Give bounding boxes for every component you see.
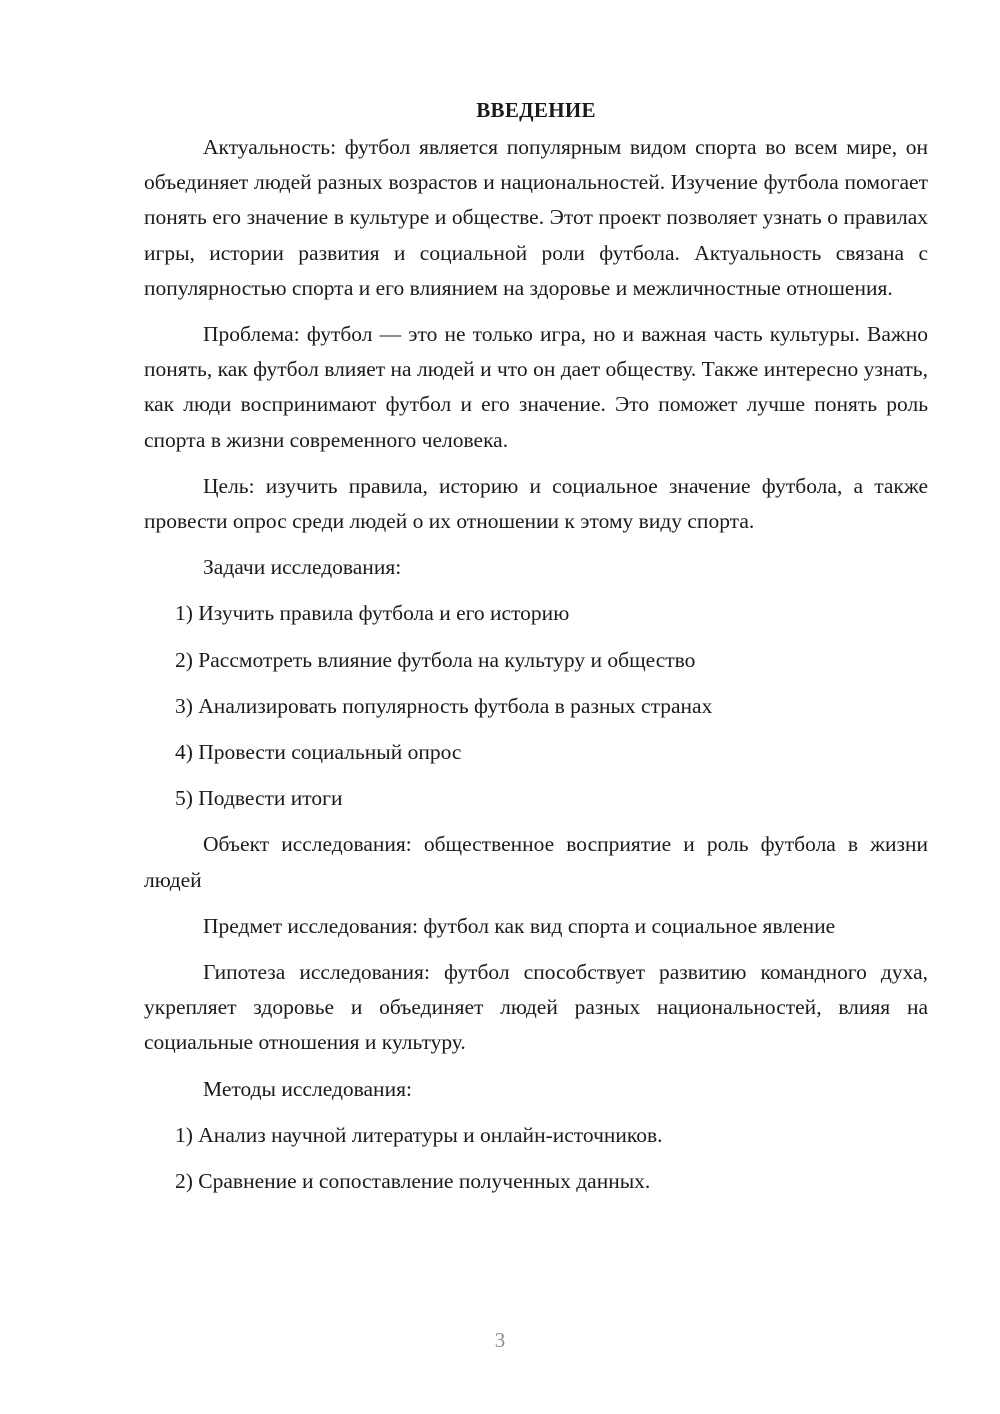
object-paragraph: Объект исследования: общественное восприятие и роль футбола в жизни людей [144,832,928,892]
task-item: 3) Анализировать популярность футбола в разных странах [175,693,713,718]
page-title: ВВЕДЕНИЕ [476,98,596,122]
problem-paragraph: Проблема: футбол — это не только игра, но и важная часть культуры. Важно понять, как футбол влияет на людей и что он дает обществу. Также интересно узнать, как люди воспринимают футбол и его значение. Это поможет лучше понять роль спорта в жизни современного человека. [144,322,928,452]
relevance-paragraph: Актуальность: футбол является популярным видом спорта во всем мире, он объединяет людей разных возрастов и национальностей. Изучение футбола помогает понять его значение в культуре и обществе. Этот проект позволяет узнать о правилах игры, истории развития и социальной роли футбола. Актуальность связана с популярностью спорта и его влиянием на здоровье и межличностные отношения. [144,135,928,300]
goal-paragraph: Цель: изучить правила, историю и социальное значение футбола, а также провести опрос среди людей о их отношении к этому виду спорта. [144,473,928,534]
methods-heading: Методы исследования: [203,1076,412,1101]
document-body [144,92,928,1199]
page-number: 3 [494,1328,506,1352]
task-item: 5) Подвести итоги [175,786,343,811]
task-item: 1) Изучить правила футбола и его историю [175,601,570,626]
task-item: 2) Рассмотреть влияние футбола на культуру и общество [175,647,696,672]
tasks-heading: Задачи исследования: [203,555,402,580]
method-item: 1) Анализ научной литературы и онлайн-источников. [175,1122,663,1147]
method-item: 2) Сравнение и сопоставление полученных данных. [175,1169,651,1194]
task-item: 4) Провести социальный опрос [175,740,462,765]
hypothesis-paragraph: Гипотеза исследования: футбол способствует развитию командного духа, укрепляет здоровье и объединяет людей разных национальностей, влияя на социальные отношения и культуру. [144,960,928,1055]
subject-paragraph: Предмет исследования: футбол как вид спорта и социальное явление [203,913,836,938]
